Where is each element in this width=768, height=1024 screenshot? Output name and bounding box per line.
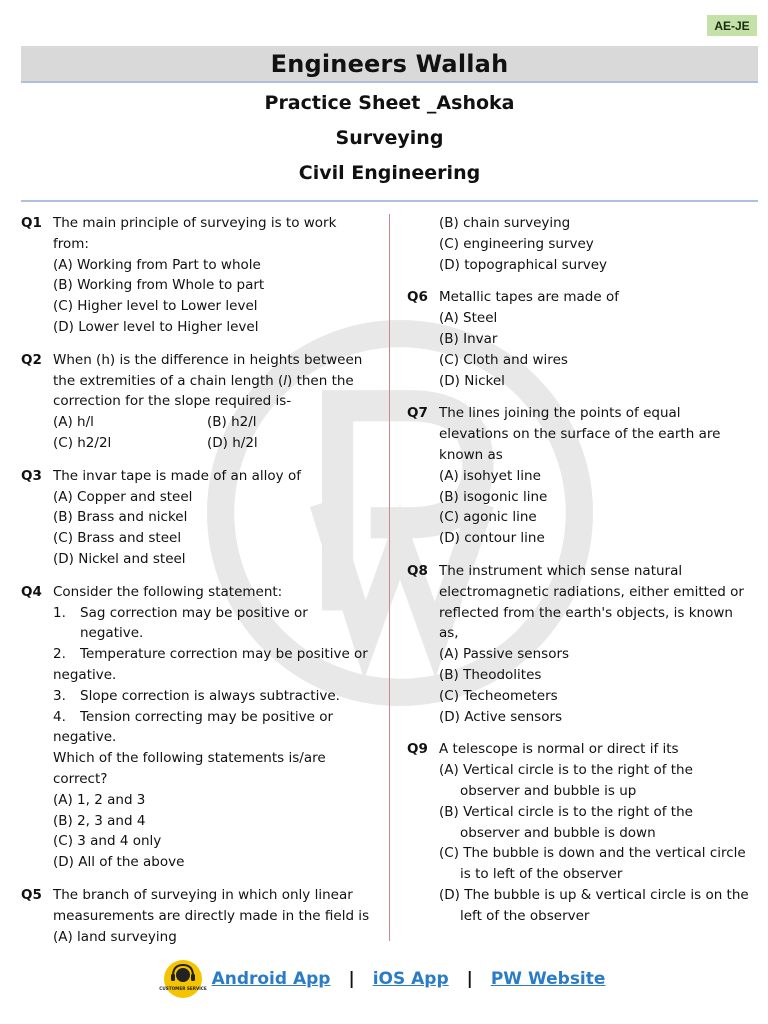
question-number: Q6 [407,289,428,306]
question-number: Q4 [21,583,42,600]
question-1 [21,213,371,338]
sheet-title: Practice Sheet _Ashoka [264,92,515,114]
ios-app-link[interactable]: iOS App [372,969,449,989]
option: (A) 1, 2 and 3 [53,791,146,808]
option: (B) Working from Whole to part [53,277,265,294]
header-divider [21,200,758,202]
question-text: The lines joining the points of equal elevations on the surface of the earth are known as [439,405,721,463]
option: (D) Nickel [439,372,505,389]
option: (D) The bubble is up & vertical circle is on the left of the observer [439,886,749,924]
statement: 3. Slope correction is always subtractive. [53,687,340,704]
option: (B) Vertical circle is to the right of the observer and bubble is down [439,803,693,841]
question-text: The invar tape is made of an alloy of [53,467,301,484]
option: (A) Working from Part to whole [53,256,261,273]
question-9 [407,739,752,926]
option: (A) h/l [53,414,94,431]
statement: 1. Sag correction may be positive or negative. [53,604,308,642]
option: (B) chain surveying [439,215,571,231]
option: (A) Steel [439,310,498,327]
question-text: A telescope is normal or direct if its [439,741,679,758]
option: (B) Invar [439,330,498,347]
option: (C) agonic line [439,509,537,526]
column-divider [389,214,390,941]
question-8 [407,561,752,727]
option: (A) isohyet line [439,467,541,484]
question-text: Consider the following statement: [53,583,283,600]
option: (D) Active sensors [439,708,563,725]
question-text: The instrument which sense natural electromagnetic radiations, either emitted or reflected from the earth's objects, is known as, [439,562,744,642]
question-text: Metallic tapes are made of [439,289,619,306]
customer-service-icon [158,959,207,999]
option: (D) topographical survey [439,256,608,273]
question-number: Q5 [21,886,42,903]
option: (C) h2/2l [53,434,112,451]
question-7 [407,403,752,549]
question-number: Q9 [407,741,428,758]
option: (C) Cloth and wires [439,351,568,368]
option: (D) contour line [439,530,545,547]
left-column [21,213,371,959]
question-5 [21,885,371,947]
pw-website-link[interactable]: PW Website [490,969,606,989]
option: (B) Theodolites [439,666,542,683]
question-5-continued [407,213,752,275]
option: (D) Nickel and steel [53,550,186,567]
statement: 4. Tension correcting may be positive or negative. [53,708,334,746]
question-text: When (h) is the difference in heights between the extremities of a chain length (l) then the correction for the slope required is- [53,351,363,410]
option: (C) engineering survey [439,235,594,252]
question-4 [21,582,371,873]
option: (A) Passive sensors [439,646,570,663]
option: (C) 3 and 4 only [53,833,162,850]
option: (A) Vertical circle is to the right of the observer and bubble is up [439,762,693,799]
option: (C) Brass and steel [53,530,182,547]
option: (B) Brass and nickel [53,509,188,526]
question-number: Q1 [21,215,42,231]
option: (B) h2/l [207,414,257,431]
option: (D) All of the above [53,854,185,871]
question-2 [21,350,371,454]
separator: | [466,969,473,989]
question-number: Q2 [21,351,42,368]
question-6 [407,287,752,391]
brand-header [21,46,758,83]
android-app-link[interactable]: Android App [211,969,331,989]
sheet-titles [21,87,758,192]
statement: 2. Temperature correction may be positive or negative. [53,646,368,683]
option: (B) isogonic line [439,488,548,505]
brand-title: Engineers Wallah [270,49,509,78]
question-text: The branch of surveying in which only linear measurements are directly made in the field is [53,886,370,924]
option: (A) land surveying [53,928,177,945]
question-number: Q7 [407,405,428,422]
svg-text:CUSTOMER SERVICE: CUSTOMER SERVICE [158,986,207,991]
option: (D) Lower level to Higher level [53,318,259,335]
option: (C) Techeometers [439,687,558,704]
subject-title: Surveying [335,127,444,149]
question-text: The main principle of surveying is to work from: [53,215,337,252]
exam-tag: AE-JE [707,15,757,36]
branch-title: Civil Engineering [298,162,481,184]
option: (C) The bubble is down and the vertical circle is to left of the observer [439,845,746,883]
option: (B) 2, 3 and 4 [53,812,146,829]
option: (D) h/2l [207,434,258,451]
option: (A) Copper and steel [53,488,193,505]
option: (C) Higher level to Lower level [53,298,258,315]
question-subtext: Which of the following statements is/are correct? [53,750,326,787]
question-3 [21,466,371,570]
right-column [407,213,752,939]
footer-links [0,958,768,1000]
separator: | [348,969,355,989]
question-number: Q8 [407,562,428,579]
question-number: Q3 [21,467,42,484]
